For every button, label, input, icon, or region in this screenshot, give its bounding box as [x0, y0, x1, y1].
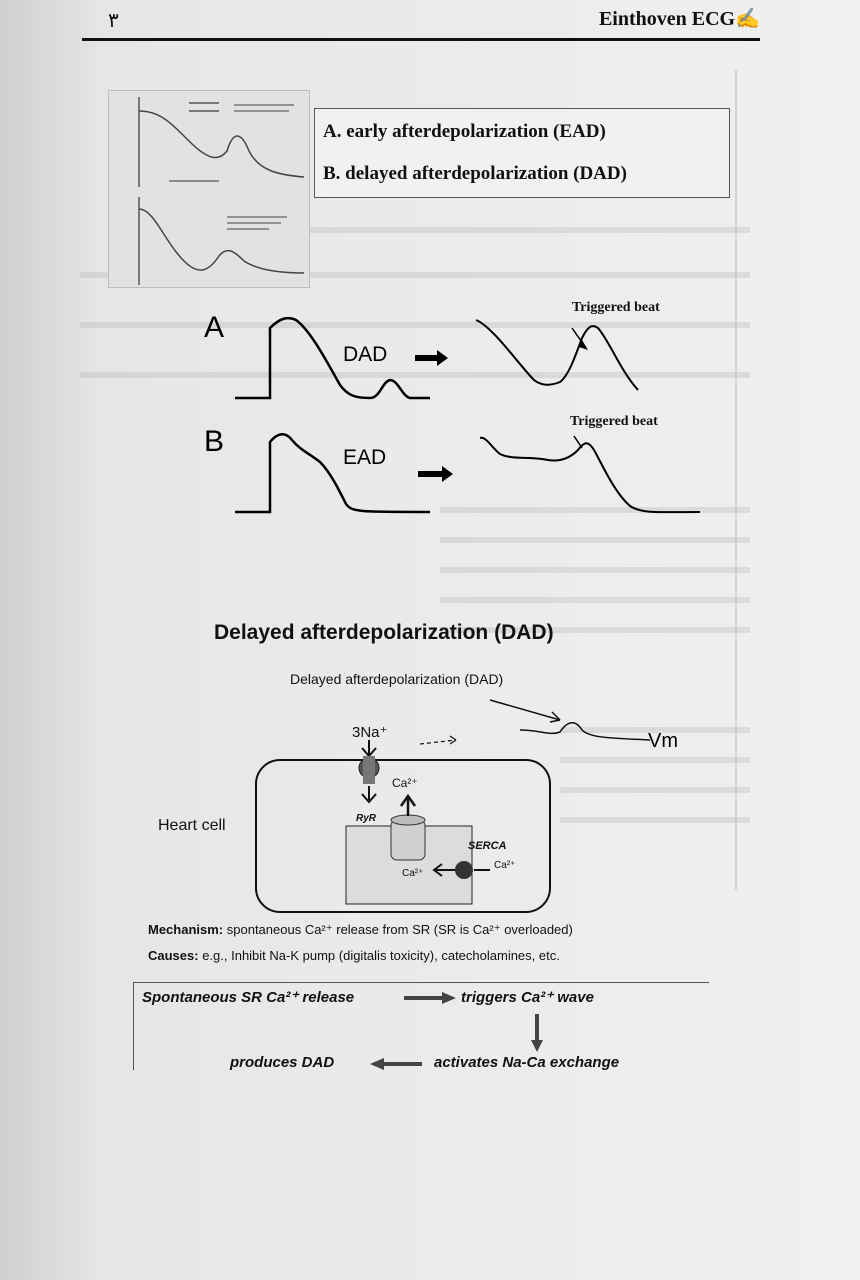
flow-step-1: Spontaneous SR Ca²⁺ release	[142, 989, 355, 1006]
panel-b-letter: B	[204, 425, 225, 458]
causes-line	[148, 948, 560, 963]
flow-step-3: activates Na-Ca exchange	[434, 1054, 620, 1071]
panel-a-triggered-beat: Triggered beat	[572, 300, 660, 315]
panel-a-traces	[230, 300, 700, 410]
page-number: ٣	[108, 8, 119, 32]
mechanism-text: spontaneous Ca²⁺ release from SR (SR is Ca²⁺ overloaded)	[223, 922, 573, 937]
book-title: Einthoven ECG✍	[598, 8, 760, 30]
calcium-right-label: Ca²⁺	[494, 860, 516, 871]
diagram-title: Delayed afterdepolarization (DAD)	[214, 621, 554, 644]
panel-b-traces	[230, 420, 700, 520]
panel-b-label: EAD	[343, 446, 387, 469]
ryr-label: RyR	[356, 813, 377, 824]
legend-ead: A. early afterdepolarization (EAD)	[323, 121, 606, 142]
flow-step-2: triggers Ca²⁺ wave	[461, 989, 594, 1006]
mechanism-label: Mechanism:	[148, 922, 224, 937]
mechanism-line	[148, 922, 573, 938]
calcium-bottom-label: Ca²⁺	[402, 868, 424, 879]
flow-step-4: produces DAD	[230, 1054, 335, 1071]
flow-arrow-down	[528, 1012, 546, 1054]
header-rule	[82, 38, 760, 41]
diagram-subtitle: Delayed afterdepolarization (DAD)	[290, 671, 504, 687]
panel-b-triggered-beat: Triggered beat	[570, 414, 658, 429]
serca-label: SERCA	[468, 840, 507, 852]
thumbnail-figure	[108, 90, 310, 288]
heart-cell-label: Heart cell	[158, 817, 226, 834]
legend-box	[314, 108, 730, 198]
causes-label: Causes:	[148, 948, 199, 963]
flow-arrow-left	[368, 1056, 424, 1072]
flow-arrow-right	[402, 990, 458, 1006]
vm-label: Vm	[648, 730, 678, 752]
dad-mechanism-diagram	[250, 690, 710, 920]
legend-dad: B. delayed afterdepolarization (DAD)	[323, 163, 627, 184]
sodium-label: 3Na⁺	[352, 724, 388, 741]
flowchart-left-rule	[133, 982, 134, 1070]
calcium-top-label: Ca²⁺	[392, 776, 418, 790]
causes-text: e.g., Inhibit Na-K pump (digitalis toxicity), catecholamines, etc.	[198, 948, 560, 963]
flowchart-top-rule	[133, 982, 709, 983]
panel-a-label: DAD	[343, 343, 388, 366]
panel-a-letter: A	[204, 311, 225, 344]
